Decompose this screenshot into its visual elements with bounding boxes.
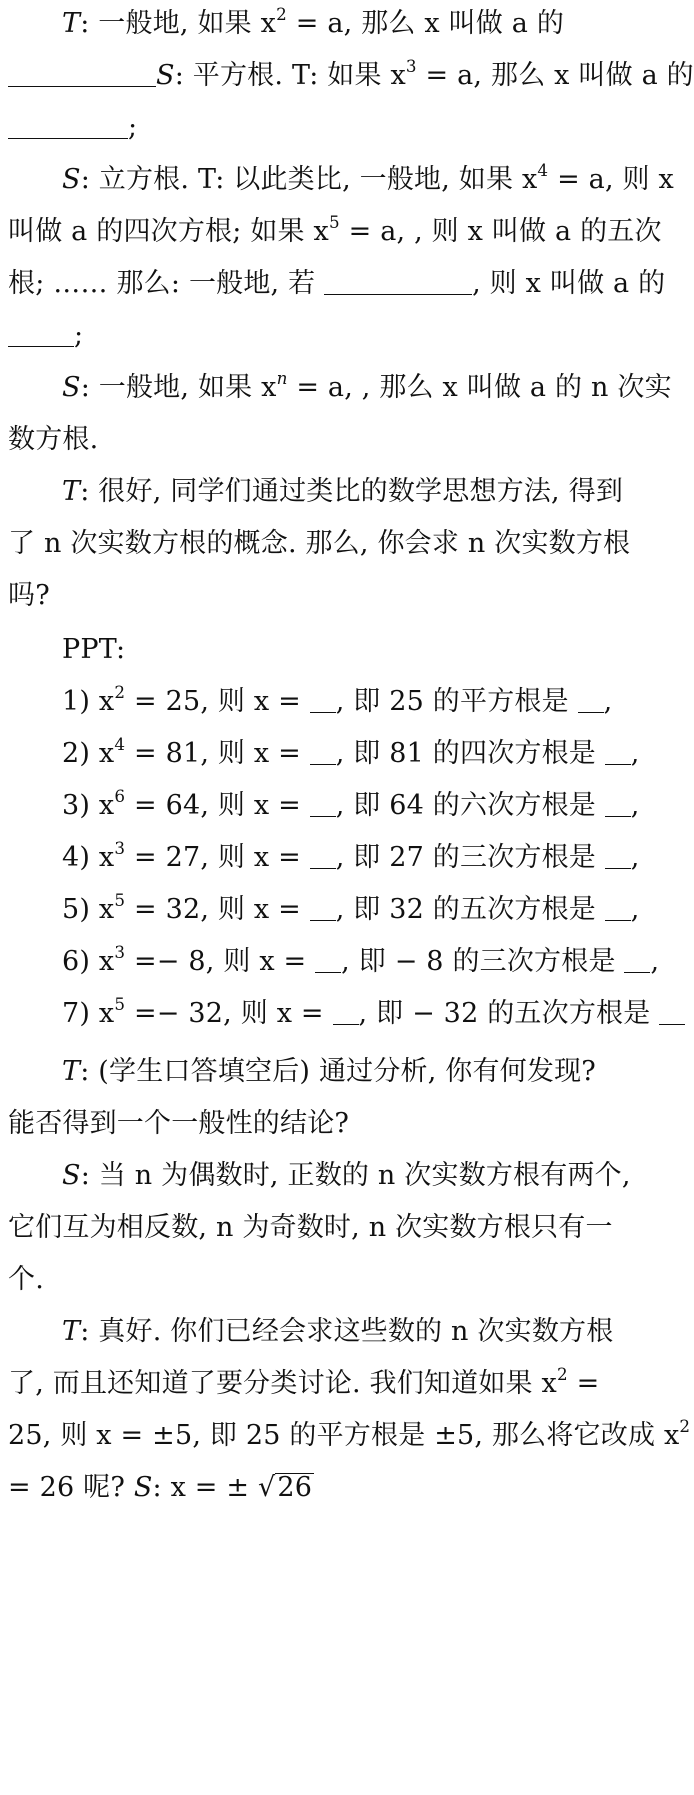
text-line: 吗? bbox=[8, 580, 50, 611]
ppt-exercise-item: 7) $x^5 =- 32$, 则 x = , 即 − 32 的五次方根是 bbox=[62, 996, 654, 1032]
fill-blank bbox=[8, 320, 74, 347]
fill-blank bbox=[605, 842, 631, 869]
fill-blank bbox=[605, 894, 631, 921]
ppt-label: PPT: bbox=[62, 634, 126, 665]
text-line: 了 n 次实数方根的概念. 那么, 你会求 n 次实数方根 bbox=[8, 528, 631, 559]
fill-blank bbox=[605, 790, 631, 817]
fill-blank bbox=[624, 946, 650, 973]
text-line: ; bbox=[8, 318, 654, 354]
text-line: S: 一般地, 如果 $x^n = a$, , 那么 x 叫做 a 的 n 次实 bbox=[62, 367, 672, 403]
fill-blank bbox=[578, 686, 604, 713]
fill-blank bbox=[310, 738, 336, 765]
fill-blank bbox=[8, 112, 128, 139]
fill-blank bbox=[310, 686, 336, 713]
fill-blank bbox=[310, 894, 336, 921]
ppt-exercise-item: 5) $x^5 = 32$, 则 x = , 即 32 的五次方根是 , bbox=[62, 889, 640, 925]
fill-blank bbox=[310, 790, 336, 817]
text-line: 根; …… 那么: 一般地, 若 , 则 x 叫做 a 的 bbox=[8, 268, 666, 299]
ppt-exercise-item: 3) $x^6 = 64$, 则 x = , 即 64 的六次方根是 , bbox=[62, 785, 640, 821]
text-line: 能否得到一个一般性的结论? bbox=[8, 1108, 350, 1139]
fill-blank bbox=[8, 60, 156, 87]
fill-blank bbox=[310, 842, 336, 869]
ppt-exercise-item: 2) $x^4 = 81$, 则 x = , 即 81 的四次方根是 , bbox=[62, 733, 640, 769]
text-line: T: 一般地, 如果 $x^2 = a$, 那么 x 叫做 a 的 bbox=[62, 3, 565, 39]
fill-blank bbox=[605, 738, 631, 765]
text-line: 它们互为相反数, n 为奇数时, n 次实数方根只有一 bbox=[8, 1212, 613, 1243]
text-line: T: 很好, 同学们通过类比的数学思想方法, 得到 bbox=[62, 476, 624, 507]
text-line: 数方根. bbox=[8, 424, 99, 455]
fill-blank bbox=[315, 946, 341, 973]
text-line: ; bbox=[8, 110, 654, 146]
fill-blank bbox=[324, 268, 472, 295]
text-line: S: 立方根. T: 以此类比, 一般地, 如果 $x^4 = a$, 则 x bbox=[62, 159, 674, 195]
text-line: 叫做 a 的四次方根; 如果 $x^5 = a$, , 则 x 叫做 a 的五次 bbox=[8, 211, 662, 247]
ppt-exercise-item: 1) $x^2 = 25$, 则 x = , 即 25 的平方根是 , bbox=[62, 681, 613, 717]
ppt-exercise-item: 4) $x^3 = 27$, 则 x = , 即 27 的三次方根是 , bbox=[62, 837, 640, 873]
text-line: = 26 呢? S: x = ± √26 bbox=[8, 1472, 313, 1503]
ppt-exercise-item: 6) $x^3 =- 8$, 则 x = , 即 − 8 的三次方根是 , bbox=[62, 941, 660, 977]
text-line: T: (学生口答填空后) 通过分析, 你有何发现? bbox=[62, 1056, 596, 1087]
text-line: 了, 而且还知道了要分类讨论. 我们知道如果 $x^2$ = bbox=[8, 1363, 600, 1399]
fill-blank bbox=[333, 998, 359, 1025]
text-line: 个. bbox=[8, 1264, 44, 1295]
fill-blank bbox=[659, 998, 685, 1025]
text-line: S: 平方根. T: 如果 $x^3 = a$, 那么 x 叫做 a 的 bbox=[8, 58, 654, 94]
text-line: T: 真好. 你们已经会求这些数的 n 次实数方根 bbox=[62, 1316, 614, 1347]
text-line: 25, 则 x = ±5, 即 25 的平方根是 ±5, 那么将它改成 $x^2$ bbox=[8, 1415, 691, 1451]
text-line: S: 当 n 为偶数时, 正数的 n 次实数方根有两个, bbox=[62, 1160, 631, 1191]
